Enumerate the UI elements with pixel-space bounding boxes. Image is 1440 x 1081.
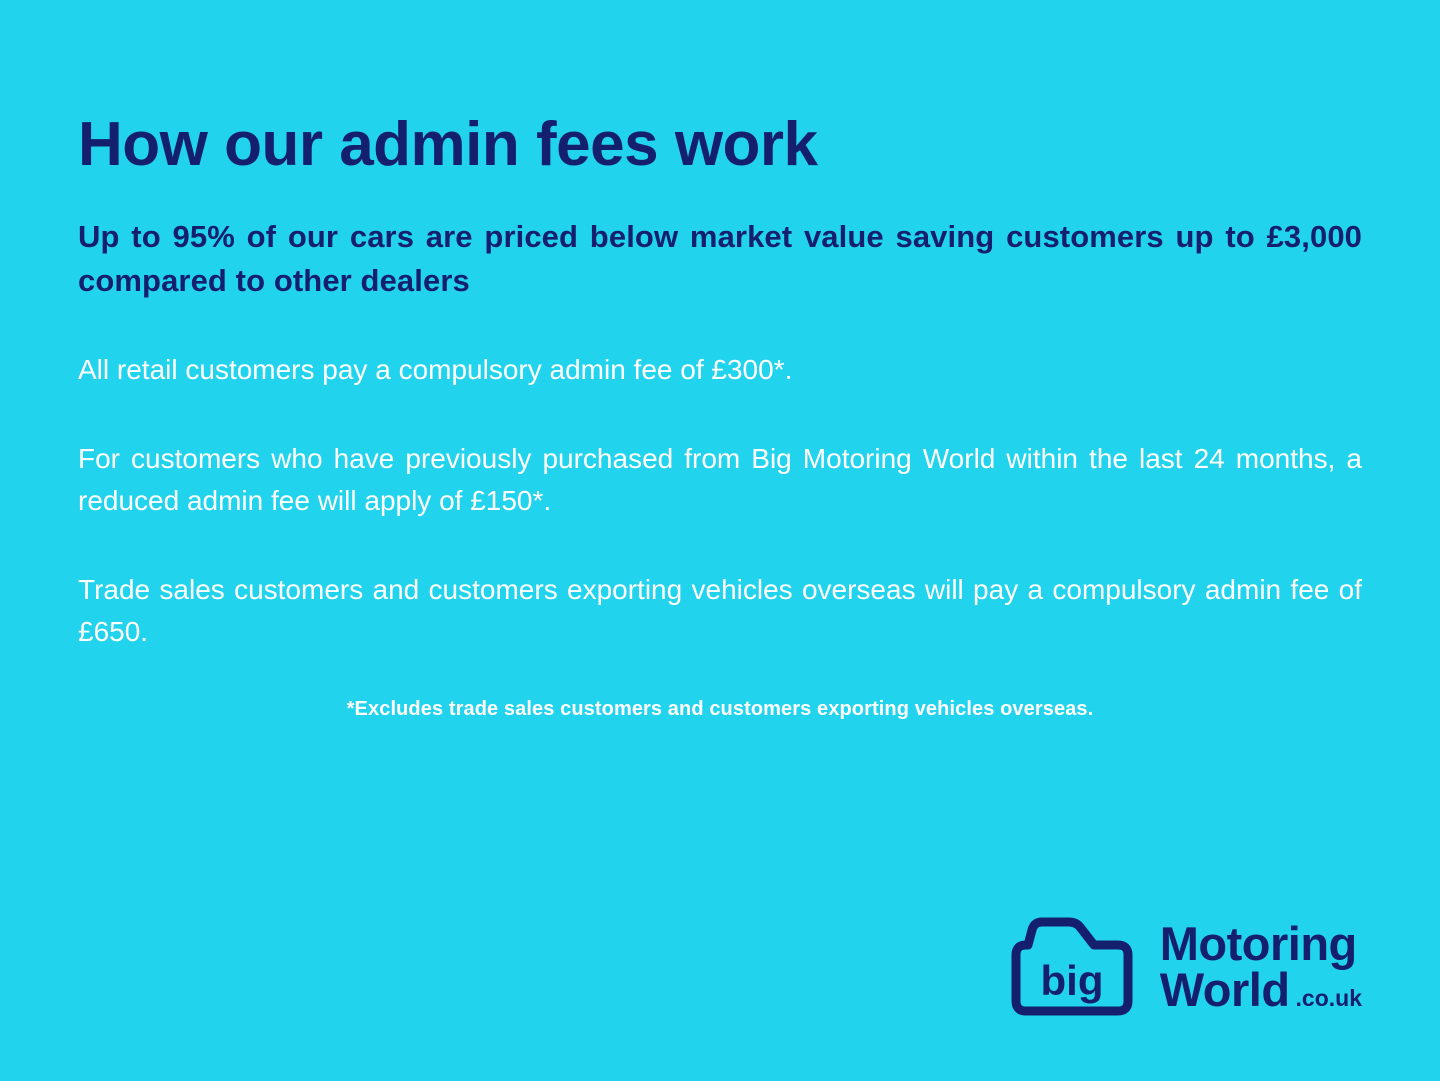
big-car-icon	[1006, 915, 1146, 1019]
page-title: How our admin fees work	[78, 110, 818, 179]
brand-tld: .co.uk	[1295, 984, 1362, 1011]
brand-line-2-wrap	[1159, 963, 1362, 1016]
paragraph-returning-customer-fee: For customers who have previously purchased from Big Motoring World within the last 24 months, a reduced admin fee will apply of £150*.	[78, 442, 1362, 517]
brand-wordmark	[1159, 916, 1362, 1016]
brand-line-2: World	[1159, 963, 1290, 1016]
svg-text:big: big	[1040, 957, 1104, 1004]
paragraph-trade-export-fee: Trade sales customers and customers exporting vehicles overseas will pay a compulsory admin fee of £650.	[78, 573, 1362, 648]
body-block	[78, 349, 1362, 654]
paragraph-retail-fee: All retail customers pay a compulsory admin fee of £300*.	[78, 354, 793, 386]
brand-line-1: Motoring	[1159, 916, 1357, 970]
footnote: *Excludes trade sales customers and customers exporting vehicles overseas.	[346, 697, 1094, 720]
subheadline: Up to 95% of our cars are priced below market value saving customers up to £3,000 compared to other dealers	[78, 219, 1362, 299]
brand-logo	[1006, 915, 1362, 1019]
